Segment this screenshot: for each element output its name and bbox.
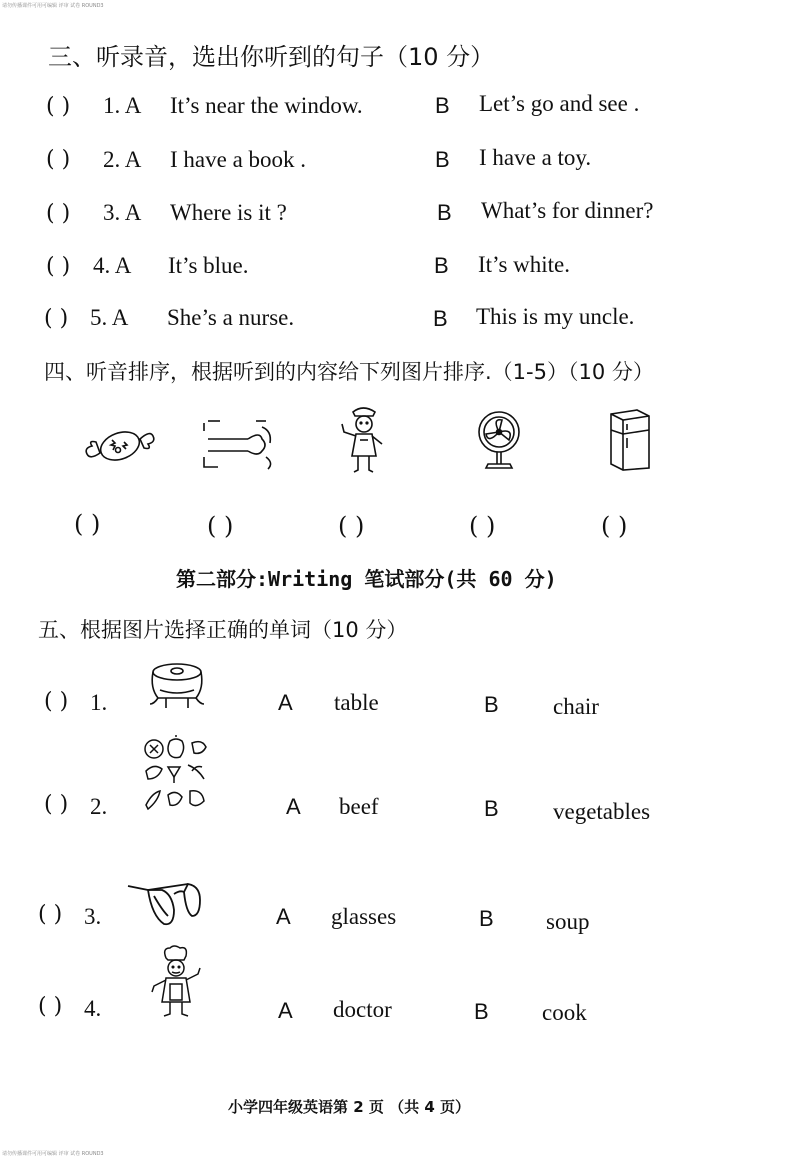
option-a-letter: A — [278, 998, 293, 1023]
fridge-icon — [605, 408, 653, 472]
chopsticks-icon — [200, 417, 278, 472]
order-blank-4[interactable]: ( ) — [469, 512, 496, 540]
option-b-letter: B — [484, 796, 499, 821]
page-footer: 小学四年级英语第 2 页 （共 4 页） — [228, 1098, 470, 1116]
answer-blank[interactable]: ( ) — [46, 147, 71, 172]
vegetables-icon — [140, 735, 212, 817]
option-b-letter: B — [433, 306, 448, 331]
option-b-text: What’s for dinner? — [481, 198, 654, 223]
order-blank-5[interactable]: ( ) — [601, 512, 628, 540]
section3-title: 三、听录音，选出你听到的句子（10 分） — [48, 43, 495, 71]
footer-watermark: 请勿传播课件可用可编辑 评审 试卷 ROUND3 — [2, 1151, 104, 1157]
answer-blank[interactable]: ( ) — [46, 201, 71, 226]
option-a-text: table — [334, 690, 379, 715]
option-b-text: I have a toy. — [479, 145, 592, 170]
section4-title: 四、听音排序，根据听到的内容给下列图片排序.（1-5）（10 分） — [44, 360, 654, 384]
item-number: 1. A — [103, 93, 142, 118]
item-number: 5. A — [90, 305, 129, 330]
order-blank-3[interactable]: ( ) — [338, 512, 365, 540]
candy-icon — [84, 420, 156, 470]
option-b-letter: B — [434, 253, 449, 278]
item-number: 1. — [90, 690, 108, 715]
option-b-letter: B — [435, 93, 450, 118]
option-b-letter: B — [479, 906, 494, 931]
item-number: 2. A — [103, 147, 142, 172]
option-b-letter: B — [437, 200, 452, 225]
option-b-text: This is my uncle. — [476, 304, 635, 329]
glasses-icon — [124, 876, 204, 930]
option-a-text: Where is it ? — [170, 200, 287, 225]
option-b-text: cook — [542, 1000, 587, 1025]
item-number: 3. A — [103, 200, 142, 225]
answer-blank[interactable]: ( ) — [38, 994, 63, 1019]
option-b-text: soup — [546, 909, 590, 934]
option-b-text: It’s white. — [478, 252, 570, 277]
item-number: 2. — [90, 794, 108, 819]
answer-blank[interactable]: ( ) — [44, 792, 69, 817]
option-a-letter: A — [278, 690, 293, 715]
order-blank-1[interactable]: ( ) — [74, 510, 101, 538]
fan-icon — [474, 410, 524, 472]
option-a-text: glasses — [331, 904, 397, 929]
option-a-text: beef — [339, 794, 379, 819]
section5-title: 五、根据图片选择正确的单词（10 分） — [38, 618, 408, 642]
option-a-text: doctor — [333, 997, 392, 1022]
option-b-letter: B — [435, 147, 450, 172]
cook-icon — [150, 944, 204, 1018]
option-a-text: I have a book . — [170, 147, 307, 172]
order-blank-2[interactable]: ( ) — [207, 512, 234, 540]
option-a-letter: A — [276, 904, 291, 929]
option-b-text: Let’s go and see . — [479, 91, 640, 116]
option-a-text: It’s near the window. — [170, 93, 363, 118]
answer-blank[interactable]: ( ) — [44, 689, 69, 714]
option-b-text: chair — [553, 694, 599, 719]
nurse-icon — [338, 404, 388, 476]
header-watermark: 请勿传播课件可用可编辑 评审 试卷 ROUND3 — [2, 3, 104, 9]
item-number: 4. — [84, 996, 102, 1021]
item-number: 4. A — [93, 253, 132, 278]
table-icon — [144, 660, 210, 714]
option-a-text: She’s a nurse. — [167, 305, 295, 330]
option-a-text: It’s blue. — [168, 253, 249, 278]
option-b-letter: B — [484, 692, 499, 717]
item-number: 3. — [84, 904, 102, 929]
answer-blank[interactable]: ( ) — [46, 254, 71, 279]
answer-blank[interactable]: ( ) — [46, 94, 71, 119]
option-b-letter: B — [474, 999, 489, 1024]
part2-title: 第二部分:Writing 笔试部分(共 60 分) — [176, 567, 557, 591]
answer-blank[interactable]: ( ) — [38, 902, 63, 927]
option-a-letter: A — [286, 794, 301, 819]
answer-blank[interactable]: ( ) — [44, 306, 69, 331]
option-b-text: vegetables — [553, 799, 651, 824]
